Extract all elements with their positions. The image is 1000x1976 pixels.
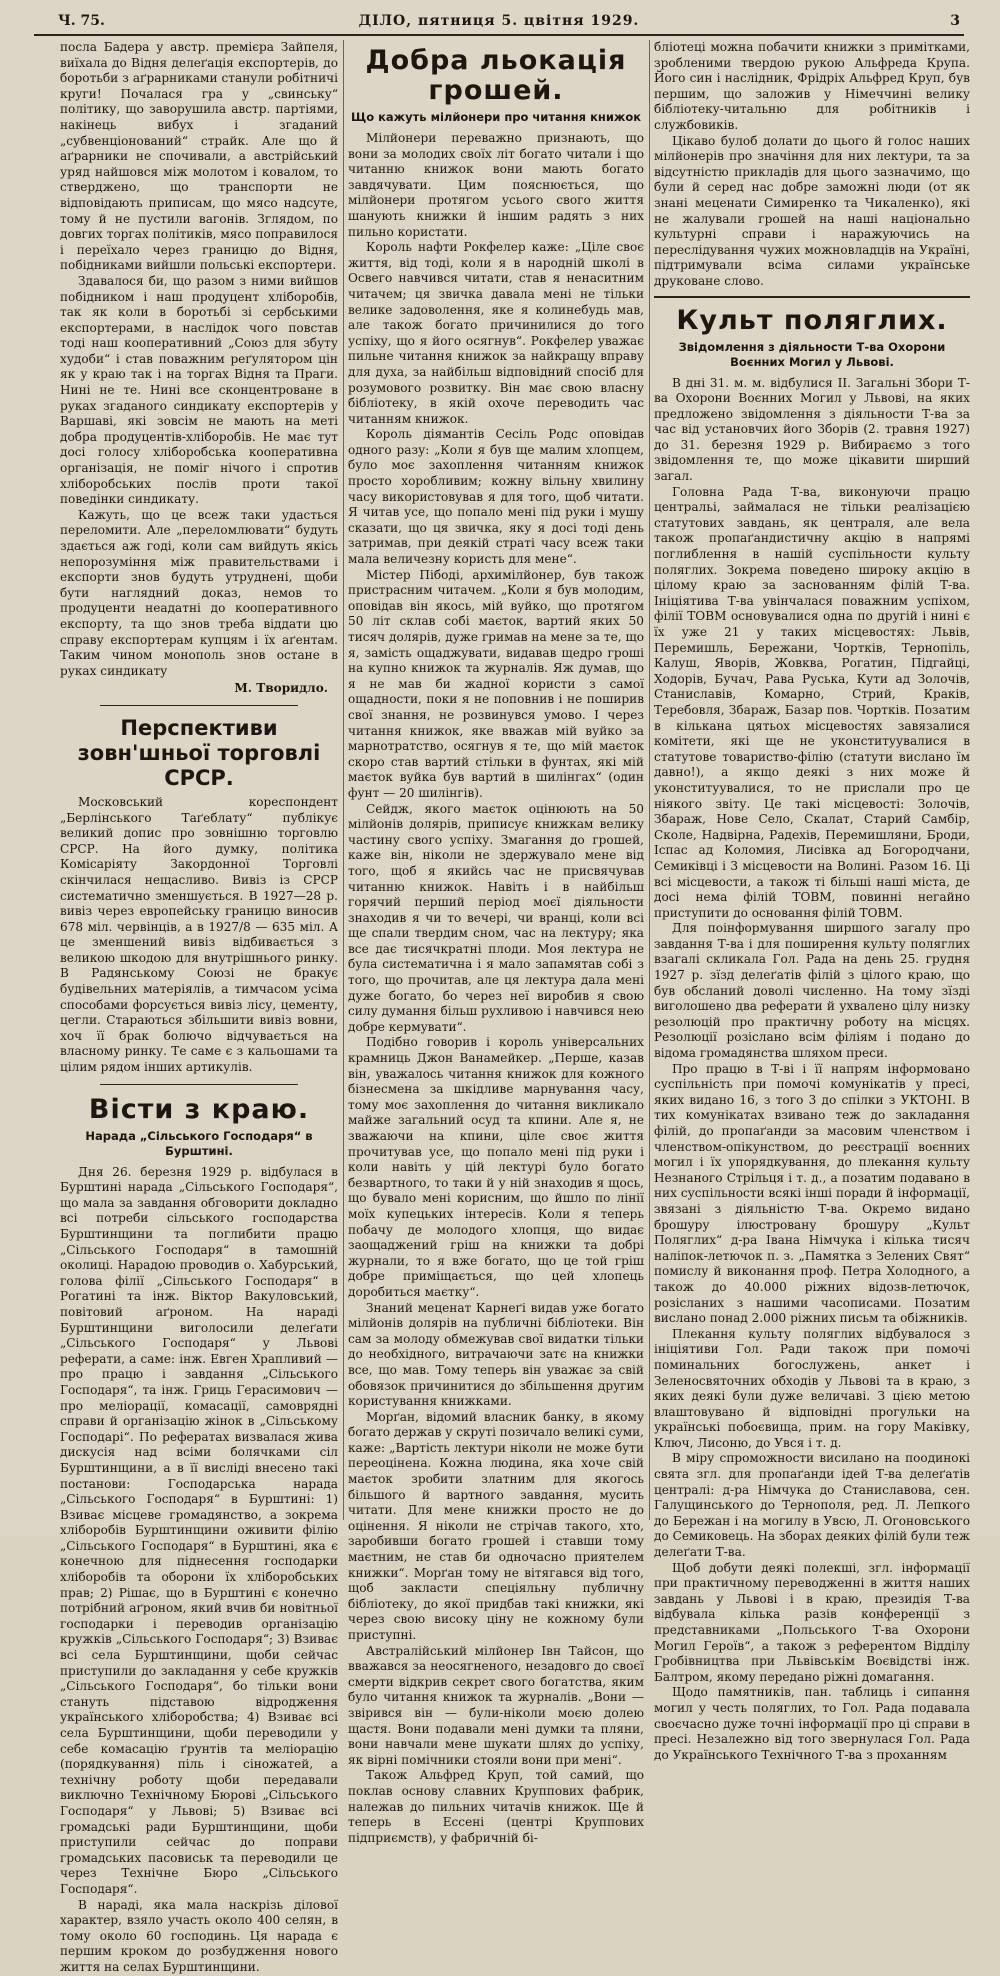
paragraph: Морґан, відомий власник банку, в якому богато держав у скруті позичало великі суми, каже: „Вартість лектури ніколи не може бути переоцінена. Кожна людина, яка хоче свій маєток зробити златним для якогось більшого й вартного завдання, мусить читати. Для мене книжки просто не до оцінення. Я ніколи не стрічав такого, хто, заробивши богато грошей і ставши тому маєтним, не став би одночасно приятелем книжки“. Морґан тому не вітягався від того, щоб закласти спеціяльну публичну бібліотеку, до якої придбав такі книжки, які через свою високу ціну не кожному були приступні. (348, 1409, 645, 1642)
article-title: Перспективи зовн'шньої торговлі СРСР. (77, 715, 321, 790)
paragraph: Знаний меценат Карнеґі видав уже богато мілйонів долярів на публичні бібліотеки. Він сам за молоду обмежував свої видатки тільки до необхідного, витрачаючи затє на книжки все, що мав. Тому теперь він уважає за свій обовязок причинитися до збільшення другим користування книжками. (348, 1300, 644, 1409)
column-divider (649, 40, 650, 1520)
paragraph: Король діямантів Сесіль Родс оповідав одного разу: „Коли я був ще малим хлопцем, було моє захоплення читанням книжок просто хоробливим; кожну вільну хвилину часу використовував я для того, щоб читати. Я читав усе, що попало мені під руки і мушу сказати, що ця звичка, яку я досі тоді день затримав, при деякій страті часу всеж таки мала величезну користь для мене“. (348, 427, 644, 567)
article-subtitle: Звідомлення з діяльности Т-ва Охорони Воєнних Могил у Львові. (678, 339, 946, 369)
author-signature: М. Творидло. (234, 681, 328, 696)
paragraph: В міру спроможности висилано на поодинокі свята згл. для пропаґанди ідей Т-ва делеґатів централі: д-ра Німчука до Станиславова, сен. Галущинського до Тернополя, ред. Л. Лепкого до Бережан і на могилу в Увсю, Л. Огоновського до Семиковець. На зборах деяких філій були теж делеґати Т-ва. (654, 1451, 970, 1560)
paragraph: Головна Рада Т-ва, виконуючи працю центральі, займалася не тільки реалізацією статутових завдань, як централя, але вела також пропаґандистичну акцію в напрямі поглиблення в нашій суспільности культу поляглих. Зокрема поведено широку акцію в цілому краю за заснованням філій Т-ва. Ініціятива Т-ва увінчалася поважним успіхом, філії ТОВМ основувалися одна по другій і нині є їх уже 21 у таких місцевостях: Львів, Перемишль, Бережани, Чортків, Тернопіль, Калуш, Яворів, Жовква, Рогатин, Підгайці, Ходорів, Бучач, Рава Руська, Кути ад Золочів, Станиславів, Комарно, Стрий, Краків, Теребовля, Збараж, Базар пов. Чортків. Позатим в кількана цятьох місцевостях завязалися комітети, які ще не уконституувалися в статутове товариство-філію (статути вислано їм давно!), а якщо деякі з них може й уконституувалися, то не прислали про це ніякого звіту. Це такі місцевості: Золочів, Збараж, Нове Село, Скалат, Старий Самбір, Сколе, Надвірна, Радехів, Перемишляни, Броди, Іспас ад Коломия, Лисівка ад Богородчани, Семиківці і 3 місцевости на Волині. Разом 16. Ці всі місцевости, а також ті більші наші міста, де досі нема філій ТОВМ, повинні негайно приступити до основання філій ТОВМ. (654, 484, 970, 920)
paragraph: В нараді, яка мала наскрізь ділової характер, взяло участь около 400 селян, в тому около 60 господинь. Ця нарада є першим кроком до розбудження нового життя на селах Бурштинщини. (60, 1897, 338, 1974)
article-subtitle: Нарада „Сільського Господаря“ в Бурштині. (85, 1128, 313, 1158)
paragraph: Також Альфред Круп, той самий, що поклав основу славних Круппових фабрик, належав до пильних читачів книжок. Ще й теперь в Ессені (центрі Круппових підприємств), у фабричній бі- (348, 1768, 644, 1845)
paragraph: Московський кореспондент „Берлінського Таґеблату“ публікує великий допис про зовнішню торговлю СРСР. На його думку, політика Комісаріяту Закордонної Торговлі скінчилася нещасливо. Вивіз із СРСР систематично зменшується. В 1927—28 р. вивіз через европейську границю виносив 678 міл. червінців, а в 1927/8 — 635 міл. А це зменшений вивіз відбивається з великою шкодою для внутрішнього ринку. В Радянському Союзі не бракує будівельних матеріялів, а тимчасом усіма способами форсується вивіз лісу, цементу, цегли. Стараються збільшити вивіз вовни, хоч її брак болючо відчувається на власному ринку. Те саме є з кальошами та цілим рядом інших артикулів. (60, 794, 338, 1075)
paragraph: Цікаво булоб долати до цього й голос наших мілйонерів про значіння для них лектури, та за відсутністю прикладів для цього зазначимо, що були й серед нас добре заможні люди (от як знані меценати Симиренко та Чикаленко), які не жалували грошей на наші національно культурні справи і наражуючись на переслідування чужих можновладців на Україні, підтримували всіма силами українське друковане слово. (654, 133, 970, 288)
paragraph: Щоб добути деякі полекші, згл. інформації при практичному переводженні в життя наших завдань у Львові і в краю, президія Т-ва відбувала кілька разів конференції з представниками „Польського Т-ва Охорони Могил Героїв“, а також з референтом Відділу Гробівництва при Львівськім Воєвідстві інж. Балтром, якому передано ріжні домагання. (654, 1560, 970, 1684)
article-separator (100, 1084, 298, 1085)
article-subtitle: Що кажуть мілйонери про читання книжок (350, 110, 642, 124)
paragraph: бліотеці можна побачити книжки з примітками, зробленими твердою рукою Альфреда Крупа. Його син і наслідник, Фрідріх Альфред Круп, був першим, що заложив у Німеччині велику бібліотеку-читальню для робітників і службовиків. (654, 40, 970, 132)
article-title: Добра льокація грошей. (365, 45, 627, 106)
article-separator (654, 296, 970, 298)
paragraph: Кажуть, що це всеж таки удасться переломити. Але „переломлювати“ будуть здається аж годі, коли сам вийдуть якісь непорозуміння між правительствами і експорти знов будуть утруднені, щоби бути наглядний доказ, немов то продуценти неадатні до кооперативного експорту, та що знов треба віддати цю справу експортерам купцям і їх аґентам. Таким чином монополь знов остане в руках синдикату (60, 507, 338, 678)
paragraph: В дні 31. м. м. відбулися II. Загальні Збори Т-ва Охорони Воєнних Могил у Львові, на яких предложено звідомлення з діяльности Т-ва за час від установчих його Зборів (2. травня 1927) до 31. березня 1929 р. Вибираємо з того звідомлення те, що може цікавити ширший загал. (654, 375, 970, 484)
page-number: 3 (950, 13, 960, 29)
issue-number: Ч. 75. (58, 13, 105, 29)
paragraph: Для поінформування ширшого загалу про завдання Т-ва і для поширення культу поляглих взагалі скликала Гол. Рада на день 25. грудня 1927 р. зїзд делеґатів філій з цілого краю, що був обсланий доволі численно. На тому зїзді виголошено два реферати й ухвалено цілу низку резолюцій про практичну роботу на місцях. Резолюції розіслано всім філіям і подано до відома громадянства шляхом преси. (654, 921, 970, 1061)
paragraph: Дня 26. березня 1929 р. відбулася в Бурштині нарада „Сільського Господаря“, що мала за завдання обговорити докладно всі потреби сільського господарства Бурштинщини та поглибити працю „Сільського Господаря“ в тамошній околиці. Нарадою проводив о. Хабурський, голова філії „Сільського Господаря“ в Рогатині та інж. Віктор Вакуловський, повітовий аґроном. На нараді Бурштинщини виголосили делеґати „Сільського Господаря“ у Львові реферати, а саме: інж. Евген Храпливий — про працю і завдання „Сільського Господаря“, та інж. Гриць Герасимович — про меліорації, комасації, самоврядні справи й організацію жінок в „Сільському Господарі“. По рефератах визвалася жива дискусія над всіми болячками сіл Бурштинщини, а в її висліді внесено такі постанови: Господарська нарада „Сільського Господаря“ в Бурштині: 1) Взиває місцеве громадянство, а зокрема хліборобів Бурштинщини оживити філію „Сільського Господаря“ в Бурштині, яка є конечною для піднесення господарки хліборобів та оборони їх хліборобських прав; 2) Рішає, що в Бурштині є конечно потрібний аґроном, який вчив би новітньої господарки і переводив організацію кружків „Сільського Господаря“; 3) Взиває всі села Бурштинщини, щоби сейчас приступили до закладання у себе кружків „Сільського Господаря“, бо тільки вони стануть підставою відродження українського хліборобства; 4) Взиває всі села Бурштинщини, щоби переводили у себе комасацію ґрунтів та меліорацію (порядкування) піль і сіножатей, а технічну роботу щоби передавали виключно Технічному Бюрові „Сільського Господаря“ у Львові; 5) Взиває всі громадські ради Бурштинщини, щоби приступили сейчас до поправи громадських пасовиськ та переводили це через Технічне Бюро „Сільського Господаря“. (60, 1164, 338, 1896)
column-divider (343, 40, 344, 1520)
paragraph: Здавалося би, що разом з ними вийшов побідником і наш продуцент хліборобів, так як коли в боротьбі зі сербськими експортерами, в наслідок чого повстав тоді наш кооперативний „Союз для збуту худоби“ і став поважним реґулятором цін як у краю так і на торгах Відня та Праги. Нині не те. Нині все сконцентроване в руках згаданого синдикату експортерів у Варшаві, які зовсім не мають на меті добра продуцентів-хліборобів. Не має тут досі голосу хліборобська кооперативна організація, не поміг нічого і спротив хліборобських послів проти такої поведінки синдикату. (60, 273, 338, 507)
article-title: Вісти з краю. (88, 1093, 310, 1125)
paragraph: Щодо памятників, пан. таблиць і сипання могил у честь поляглих, то Гол. Рада подавала своєчасно дуже точні інформації про ці справи в пресі. Незалежно від того звернулася Гол. Рада до Українського Технічного Т-ва з проханням (654, 1685, 970, 1762)
paragraph: Плекання культу поляглих відбувалося з ініціятиви Гол. Ради також при помочі поминальних богослужень, анкет і Зеленосвяточних обходів у Львові та в краю, з яких деякі були дуже величаві. З цією метою влаштовувано й відповідні прогульки на українські побоєвища, прим. на гору Маківку, Ключ, Лисоню, до Увся і т. д. (654, 1326, 970, 1450)
masthead: ДІЛО, пятниця 5. цвітня 1929. (358, 13, 640, 29)
page-header (34, 8, 964, 36)
paragraph: Король нафти Рокфелер каже: „Ціле своє життя, від тоді, коли я в народній школі в Освего навчився читати, став я ненаситним читачем; ця звичка давала мені не тільки велике задоволення, яке я колинебудь мав, але також богато причинилися до того успіху, що я його осягнув“. Рокфелер уважає пильне читання книжок за найкращу вправу для духа, за найбільш відповідний спосіб для розумового розвитку. Він має свою власну бібліотеку, в якій охоче переводить час читанням книжок. (348, 240, 644, 426)
paragraph: Про працю в Т-ві і її напрям інформовано суспільність при помочі комунікатів у пресі, яких видано 16, з того 3 до спілки з УКТОНІ. В тих комунікатах взивано теж до закладання філій, до пропаґанди за масовим членством і членством-опікунством, до реєстрації воєнних могил і їх упорядкування, до плекання культу Незнаного Стрільця і т. д., а позатим подавано в них суспільности всякі інші поради й інформації, звязані з діяльністю Т-ва. Окремо видано брошуру ілюстровану брошуру „Культ Поляглих“ д-ра Івана Німчука і кілька тисяч наліпок-летючок п. з. „Памятка з Зелених Свят“ помислу й виконання проф. Петра Холодного, а також до 40.000 ріжних відозв-летючок, розісланих з нашими часописами. Позатим вислано понад 2.000 ріжних письм та обіжників. (654, 1061, 970, 1326)
paragraph: Містер Пібоді, архимілйонер, був також пристрасним читачем. „Коли я був молодим, оповідав він якось, мій вуйко, що протягом 50 літ склав собі маєток, вартий яких 50 тисяч долярів, дуже гримав на мене за те, що я, замість ощаджувати, видавав щедро гроші на купно книжок та журналів. Яж думав, що я не мав би жадної користи з самої ощадности, поки я не поповнив і не поширив свої знання, не розвинувся умово. І через читання книжок, яке вважав мій вуйко за марнотратство, осягнув я те, що мій маєток скоро став вартий стільки в фунтах, які мій маєток вуйка був вартий в шилінгах“ (один фунт — 20 шилінгів). (348, 567, 644, 800)
column-1 (60, 40, 338, 1974)
column-3 (654, 40, 970, 1762)
paragraph: Австралійський мілйонер Івн Тайсон, що вважався за неосягненого, незадовго до своєї смерти відкрив секрет свого богатства, яким було читання книжок та журналів. „Вони — звірився він — були-ніколи моєю долею щастя. Вони подавали мені думки та пляни, вони навчали мене шукати шлях до успіху, як вірні помічники стояли вони при мені“. (348, 1643, 644, 1767)
paragraph: Подібно говорив і король універсальних крамниць Джон Ванамейкер. „Перше, казав він, уважалось читання книжок для кожного бізнесмена за шкідливе марнування часу, тому моє захоплення до читання викликало майже загальний осуд та кпини. Але я, не зважаючи на кпини, ціле своє життя прочитував усе, що попало мені під руки і коли навіть у цій лектурі було богато безвартного, то таки й у ній знаходив я щось, що бувало мені корисним, що йшло по лінії моїх купецьких інтересів. Коли я теперь побачу де молодого хлопця, що видає заощаджений гріш на книжки та добрі журнали, то я вже богато, що це той гріш добре приміщається, що цей хлопець доробиться маєтку“. (348, 1035, 644, 1299)
paragraph: Сейдж, якого маєток оцінюють на 50 мілйонів долярів, приписує книжкам велику частину свого успіху. Змагання до грошей, каже він, ніколи не здержувало мене від того, щоб я якийсь час не присвячував читанню книжок. Навіть і в найбільш горячий перший період моєї діяльности знаходив я чи то вечері, чи вранці, коли всі ще спали твердим сном, час на лектуру; яка все дає тисячкратні плоди. Моя лектура не була систематична і я мало запамятав собі з того, що прочитав, але ця лектура дала мені дуже богато, бо через неї виробив я свою силу думання більш рухливою і навчився нею добре кермувати“. (348, 801, 644, 1034)
article-separator (100, 705, 298, 706)
paragraph: посла Бадера у австр. премієра Зайпеля, виїхала до Відня делеґація експортерів, до боротьби з аґрарниками станули робітничі круги! Почалася гра у „свинську“ політику, що заворушила австр. партіями, накінець вибух і згаданий „субвенціонований“ страйк. Але що й аґрарники не спочивали, а австрійський уряд найшовся між молотом і ковалом, то стверджено, що транспорти не відповідають приписам, що мясо надсуте, тому й не пустили вагонів. Зглядом, по довгих торгах політиків, мясо поправилося і переїхало через границю до Відня, побідниками вийшли польські експортери. (60, 40, 338, 273)
column-2 (348, 40, 645, 1845)
article-title: Культ поляглих. (676, 304, 948, 336)
paragraph: Мілйонери переважно признають, що вони за молодих своїх літ богато читали і що читанню книжок вони мають богато завдячувати. Цим пояснюється, що мілйонери протягом усього свого життя шанують книжки й іншим радять з них пильно користати. (348, 131, 644, 239)
